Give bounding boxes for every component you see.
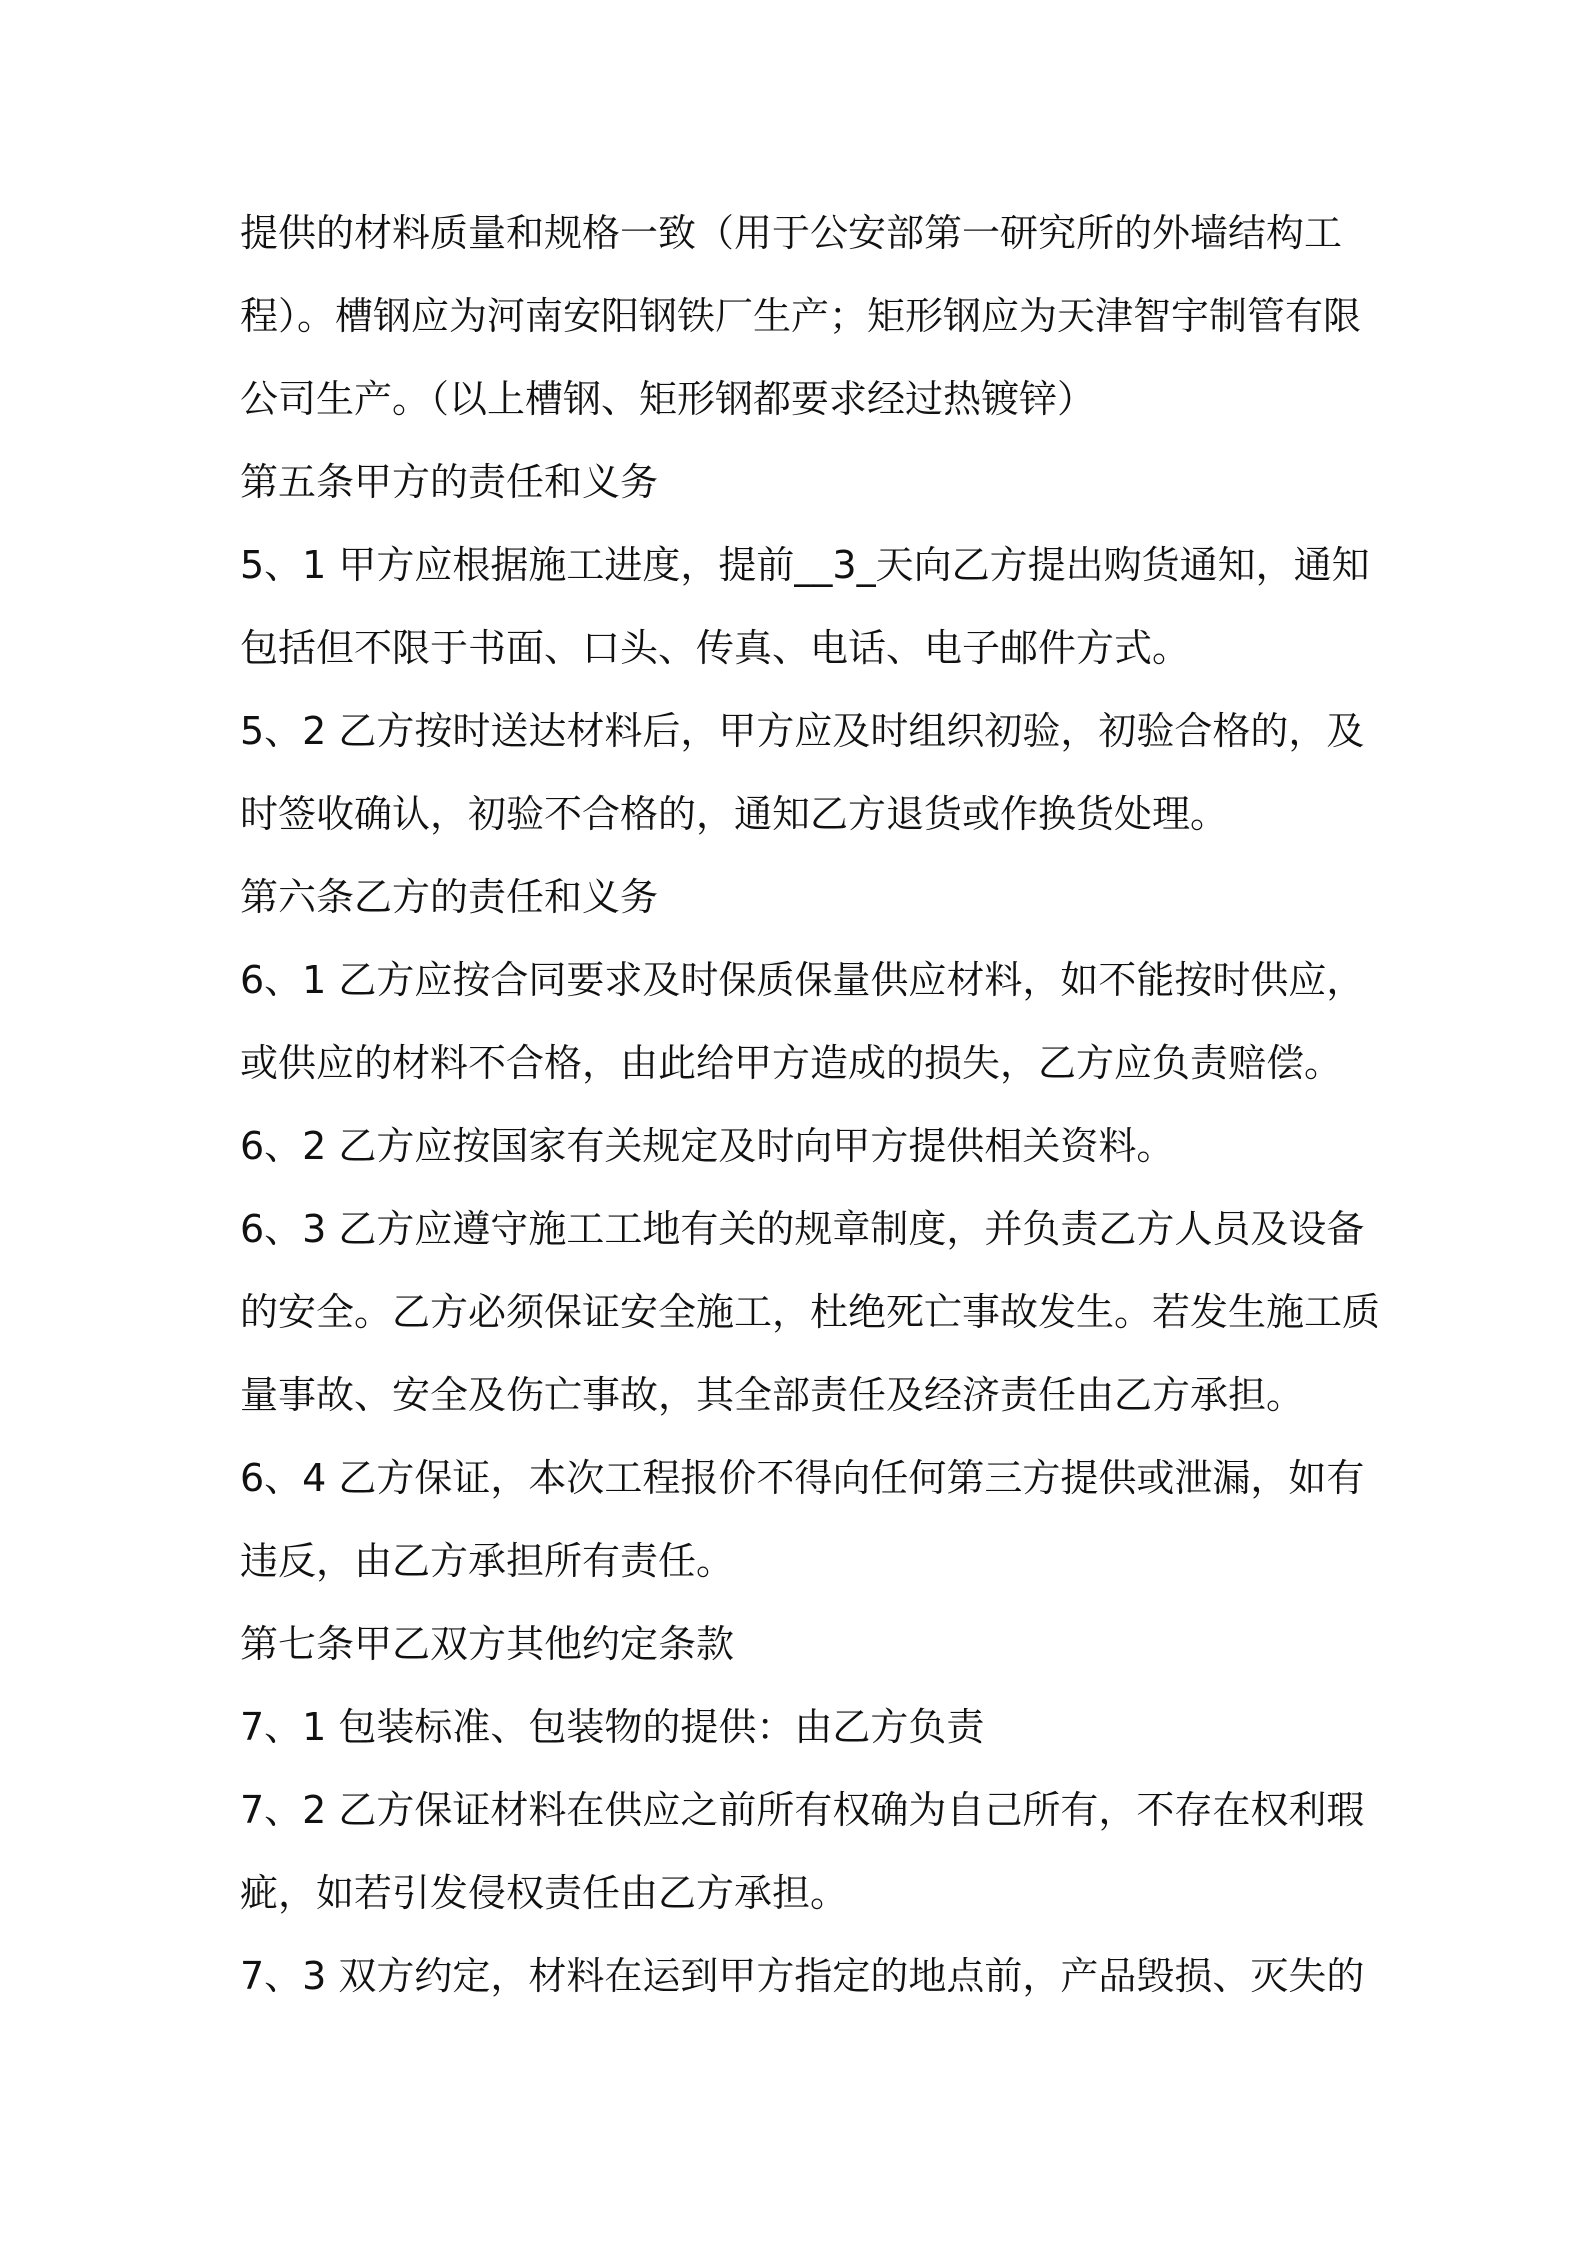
text-line: 时签收确认，初验不合格的，通知乙方退货或作换货处理。 bbox=[240, 792, 1229, 836]
text-line: 疵，如若引发侵权责任由乙方承担。 bbox=[240, 1871, 849, 1915]
text-line: 违反，由乙方承担所有责任。 bbox=[240, 1539, 735, 1583]
section-heading-6: 第六条乙方的责任和义务 bbox=[240, 875, 659, 919]
clause-5-2: 5、2 乙方按时送达材料后，甲方应及时组织初验，初验合格的，及 bbox=[240, 709, 1365, 753]
text-line: 量事故、安全及伤亡事故，其全部责任及经济责任由乙方承担。 bbox=[240, 1373, 1305, 1417]
section-heading-7: 第七条甲乙双方其他约定条款 bbox=[240, 1622, 735, 1666]
clause-6-2: 6、2 乙方应按国家有关规定及时向甲方提供相关资料。 bbox=[240, 1124, 1175, 1168]
clause-6-4: 6、4 乙方保证，本次工程报价不得向任何第三方提供或泄漏，如有 bbox=[240, 1456, 1365, 1500]
clause-6-3: 6、3 乙方应遵守施工工地有关的规章制度，并负责乙方人员及设备 bbox=[240, 1207, 1365, 1251]
clause-7-2: 7、2 乙方保证材料在供应之前所有权确为自己所有，不存在权利瑕 bbox=[240, 1788, 1365, 1832]
section-heading-5: 第五条甲方的责任和义务 bbox=[240, 460, 659, 504]
text-line: 程）。槽钢应为河南安阳钢铁厂生产；矩形钢应为天津智宇制管有限 bbox=[240, 294, 1362, 338]
clause-7-3: 7、3 双方约定，材料在运到甲方指定的地点前，产品毁损、灭失的 bbox=[240, 1954, 1365, 1998]
clause-6-1: 6、1 乙方应按合同要求及时保质保量供应材料，如不能按时供应， bbox=[240, 958, 1365, 1002]
text-line: 公司生产。（以上槽钢、矩形钢都要求经过热镀锌） bbox=[240, 377, 1096, 421]
text-line: 包括但不限于书面、口头、传真、电话、电子邮件方式。 bbox=[240, 626, 1191, 670]
contract-body bbox=[240, 192, 1381, 2018]
text-line: 的安全。乙方必须保证安全施工，杜绝死亡事故发生。若发生施工质 bbox=[240, 1290, 1381, 1334]
text-line: 提供的材料质量和规格一致（用于公安部第一研究所的外墙结构工 bbox=[240, 211, 1343, 255]
clause-5-1: 5、1 甲方应根据施工进度，提前__3_天向乙方提出购货通知，通知 bbox=[240, 543, 1370, 587]
text-line: 或供应的材料不合格，由此给甲方造成的损失，乙方应负责赔偿。 bbox=[240, 1041, 1343, 1085]
clause-7-1: 7、1 包装标准、包装物的提供：由乙方负责 bbox=[240, 1705, 985, 1749]
